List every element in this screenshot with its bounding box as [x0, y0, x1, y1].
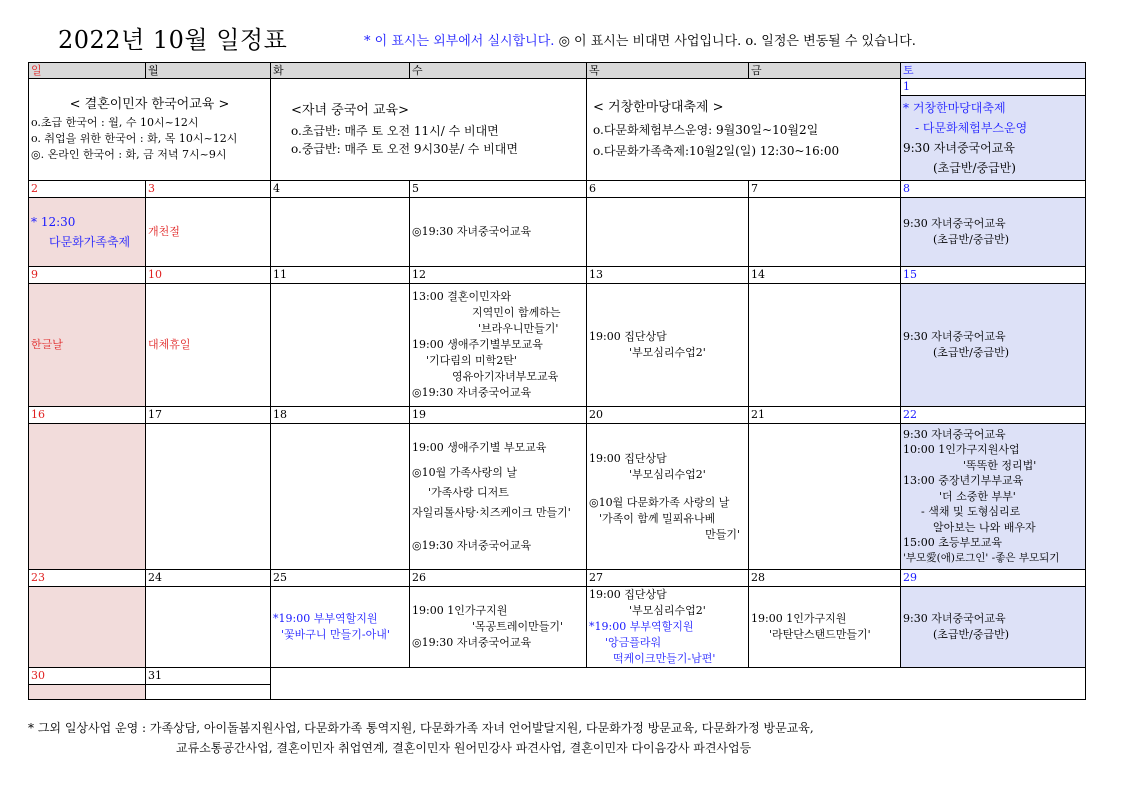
page-title: 2022년 10월 일정표: [58, 26, 288, 54]
event-line: '앙금플라워: [605, 636, 662, 649]
date-13: 13: [587, 267, 749, 284]
date-8: 8: [901, 181, 1086, 198]
notice-chinese-line: o.중급반: 매주 토 오전 9시30분/ 수 비대면: [291, 141, 518, 156]
cell-oct-30: [29, 685, 146, 700]
date-3: 3: [146, 181, 271, 198]
cell-oct-25: [271, 587, 410, 668]
legend-outside: * 이 표시는 외부에서 실시합니다.: [364, 34, 555, 49]
event-line: ◎19:30 자녀중국어교육: [412, 386, 532, 399]
week-6-date-row: [29, 668, 1086, 685]
event-line: 19:00 생애주기별 부모교육: [412, 441, 547, 454]
date-22: 22: [901, 407, 1086, 424]
event-line: 19:00 집단상담: [589, 451, 667, 465]
date-7: 7: [749, 181, 901, 198]
weekday-header-row: [29, 63, 1086, 79]
event-line: '부모심리수업2': [629, 346, 706, 359]
week-2-content-row: [29, 198, 1086, 267]
cell-oct-23: [29, 587, 146, 668]
date-2: 2: [29, 181, 146, 198]
event-line: * 거창한마당대축제: [903, 101, 1006, 115]
weekday-fri: 금: [749, 63, 901, 79]
event-line: 9:30 자녀중국어교육: [903, 217, 1006, 230]
date-4: 4: [271, 181, 410, 198]
event-line: '라탄단스탠드만들기': [769, 628, 871, 641]
week-5-date-row: [29, 570, 1086, 587]
notice-korean-line: o.초급 한국어 : 월, 수 10시~12시: [31, 115, 199, 129]
cell-oct-24: [146, 587, 271, 668]
cell-oct-1: [901, 96, 1086, 181]
cell-oct-12: [410, 284, 587, 407]
notice-festival-heading: < 거창한마당대축제 >: [593, 100, 724, 115]
date-6: 6: [587, 181, 749, 198]
week-4-date-row: [29, 407, 1086, 424]
cell-oct-13: [587, 284, 749, 407]
notice-korean-line: ◎. 온라인 한국어 : 화, 금 저녁 7시~9시: [31, 147, 227, 161]
event-line: (초급반/중급반): [933, 346, 1010, 359]
event-line: '기다림의 미학2탄': [426, 354, 517, 367]
date-23: 23: [29, 570, 146, 587]
date-27: 27: [587, 570, 749, 587]
event-line: ◎10월 가족사랑의 날: [412, 466, 517, 479]
date-21: 21: [749, 407, 901, 424]
event-line: '가족이 함께 밀푀유나베: [599, 511, 716, 525]
weekday-sun: 일: [29, 63, 146, 79]
date-10: 10: [146, 267, 271, 284]
event-line: '더 소중한 부부': [939, 489, 1016, 503]
cell-oct-4: [271, 198, 410, 267]
date-20: 20: [587, 407, 749, 424]
event-line: 19:00 집단상담: [589, 588, 667, 601]
cell-oct-9: 한글날: [29, 284, 146, 407]
notice-korean-heading: < 결혼이민자 한국어교육 >: [69, 96, 230, 112]
weekday-tue: 화: [271, 63, 410, 79]
event-line: '목공트레이만들기': [472, 620, 564, 633]
cell-oct-6: [587, 198, 749, 267]
cell-oct-29: [901, 587, 1086, 668]
cell-oct-20: [587, 424, 749, 570]
event-line: 19:00 생애주기별부모교육: [412, 338, 543, 351]
date-28: 28: [749, 570, 901, 587]
weekday-thu: 목: [587, 63, 749, 79]
date-14: 14: [749, 267, 901, 284]
event-line: '꽃바구니 만들기-아내': [281, 628, 390, 641]
date-11: 11: [271, 267, 410, 284]
event-line: - 색채 및 도형심리로: [921, 505, 1021, 519]
date-31: 31: [146, 668, 271, 685]
event-line: 영유아기자녀부모교육: [452, 370, 559, 383]
event-line: 9:30 자녀중국어교육: [903, 612, 1006, 625]
cell-oct-27: [587, 587, 749, 668]
date-29: 29: [901, 570, 1086, 587]
event-line: 자일리톨사탕·치즈케이크 만들기': [412, 506, 571, 519]
cell-oct-16: [29, 424, 146, 570]
date-5: 5: [410, 181, 587, 198]
event-line: 9:30 자녀중국어교육: [903, 141, 1015, 155]
week-2-date-row: [29, 181, 1086, 198]
calendar-table: [28, 62, 1086, 700]
event-line: ◎19:30 자녀중국어교육: [412, 636, 532, 649]
notice-festival-line: o.다문화가족축제:10월2일(일) 12:30~16:00: [593, 144, 840, 158]
event-line: 10:00 1인가구지원사업: [903, 443, 1020, 457]
event-line: ◎10월 다문화가족 사랑의 날: [589, 495, 730, 509]
notice-korean: [29, 79, 271, 181]
cell-oct-11: [271, 284, 410, 407]
footer-note: [28, 718, 1088, 758]
notice-korean-line: o. 취업을 위한 한국어 : 화, 목 10시~12시: [31, 131, 238, 145]
date-17: 17: [146, 407, 271, 424]
event-line: 19:00 1인가구지원: [751, 612, 847, 625]
date-25: 25: [271, 570, 410, 587]
date-26: 26: [410, 570, 587, 587]
cell-oct-26: [410, 587, 587, 668]
date-9: 9: [29, 267, 146, 284]
event-line: 떡케이크만들기-남편': [613, 652, 716, 665]
event-line: '부모愛(애)로그인' -좋은 부모되기: [903, 551, 1060, 564]
notice-chinese-line: o.초급반: 매주 토 오전 11시/ 수 비대면: [291, 123, 499, 138]
cell-oct-31: [146, 685, 271, 700]
event-line: (초급반/중급반): [933, 233, 1010, 246]
event-line: *19:00 부부역할지원: [273, 612, 378, 625]
event-line: (초급반/중급반): [933, 161, 1016, 175]
empty-area: [271, 668, 1086, 700]
cell-oct-19: [410, 424, 587, 570]
date-24: 24: [146, 570, 271, 587]
cell-oct-7: [749, 198, 901, 267]
cell-oct-22: [901, 424, 1086, 570]
notice-festival-line: o.다문화체험부스운영: 9월30일~10월2일: [593, 123, 819, 137]
date-30: 30: [29, 668, 146, 685]
weekday-sat: 토: [901, 63, 1086, 79]
legend-rest: ◎ 이 표시는 비대면 사업입니다. o. 일정은 변동될 수 있습니다.: [558, 34, 916, 49]
footer-line-1: * 그외 일상사업 운영 : 가족상담, 아이돌봄지원사업, 다문화가족 통역지원, 다문화가족 자녀 언어발달지원, 다문화가정 방문교육, 다문화가정 방문교육,: [28, 721, 814, 735]
event-line: '부모심리수업2': [629, 604, 706, 617]
event-line: '똑똑한 정리법': [963, 458, 1037, 472]
event-line: '부모심리수업2': [629, 467, 706, 481]
cell-oct-18: [271, 424, 410, 570]
event-line: - 다문화체험부스운영: [915, 121, 1028, 135]
event-line: 만들기': [705, 527, 740, 541]
cell-oct-2: [29, 198, 146, 267]
event-line: 9:30 자녀중국어교육: [903, 330, 1006, 343]
week-3-date-row: [29, 267, 1086, 284]
cell-oct-15: [901, 284, 1086, 407]
cell-oct-21: [749, 424, 901, 570]
notice-chinese: [271, 79, 587, 181]
page-header: [28, 18, 1088, 58]
weekday-wed: 수: [410, 63, 587, 79]
cell-oct-14: [749, 284, 901, 407]
event-line: '브라우니만들기': [478, 322, 559, 335]
event-line: 다문화가족축제: [49, 235, 131, 249]
cell-oct-28: [749, 587, 901, 668]
week-5-content-row: [29, 587, 1086, 668]
cell-oct-8: [901, 198, 1086, 267]
event-line: 13:00 결혼이민자와: [412, 290, 511, 303]
week-4-content-row: [29, 424, 1086, 570]
cell-oct-3: 개천절: [146, 198, 271, 267]
notice-chinese-heading: <자녀 중국어 교육>: [291, 102, 409, 118]
date-1: 1: [901, 79, 1086, 96]
week-1-row: [29, 79, 1086, 96]
event-line: 15:00 초등부모교육: [903, 536, 1002, 550]
date-12: 12: [410, 267, 587, 284]
date-18: 18: [271, 407, 410, 424]
date-19: 19: [410, 407, 587, 424]
legend: [364, 30, 916, 49]
weekday-mon: 월: [146, 63, 271, 79]
event-line: 13:00 중장년기부부교육: [903, 474, 1024, 488]
footer-line-2: 교류소통공간사업, 결혼이민자 취업연계, 결혼이민자 원어민강사 파견사업, 결혼이민자 다이음강사 파견사업등: [176, 741, 752, 755]
event-line: *19:00 부부역할지원: [589, 620, 694, 633]
event-line: 19:00 집단상담: [589, 330, 667, 343]
event-line: * 12:30: [31, 215, 76, 229]
event-line: ◎19:30 자녀중국어교육: [412, 539, 532, 552]
event-line: (초급반/중급반): [933, 628, 1010, 641]
notice-festival: [587, 79, 901, 181]
event-line: 19:00 1인가구지원: [412, 604, 508, 617]
cell-oct-10: 대체휴일: [146, 284, 271, 407]
week-3-content-row: [29, 284, 1086, 407]
event-line: 알아보는 나와 배우자: [933, 520, 1036, 534]
cell-oct-17: [146, 424, 271, 570]
date-15: 15: [901, 267, 1086, 284]
event-line: 9:30 자녀중국어교육: [903, 427, 1006, 441]
event-line: '가족사랑 디저트: [428, 486, 509, 499]
event-line: 지역민이 함께하는: [472, 306, 561, 319]
date-16: 16: [29, 407, 146, 424]
cell-oct-5: ◎19:30 자녀중국어교육: [410, 198, 587, 267]
